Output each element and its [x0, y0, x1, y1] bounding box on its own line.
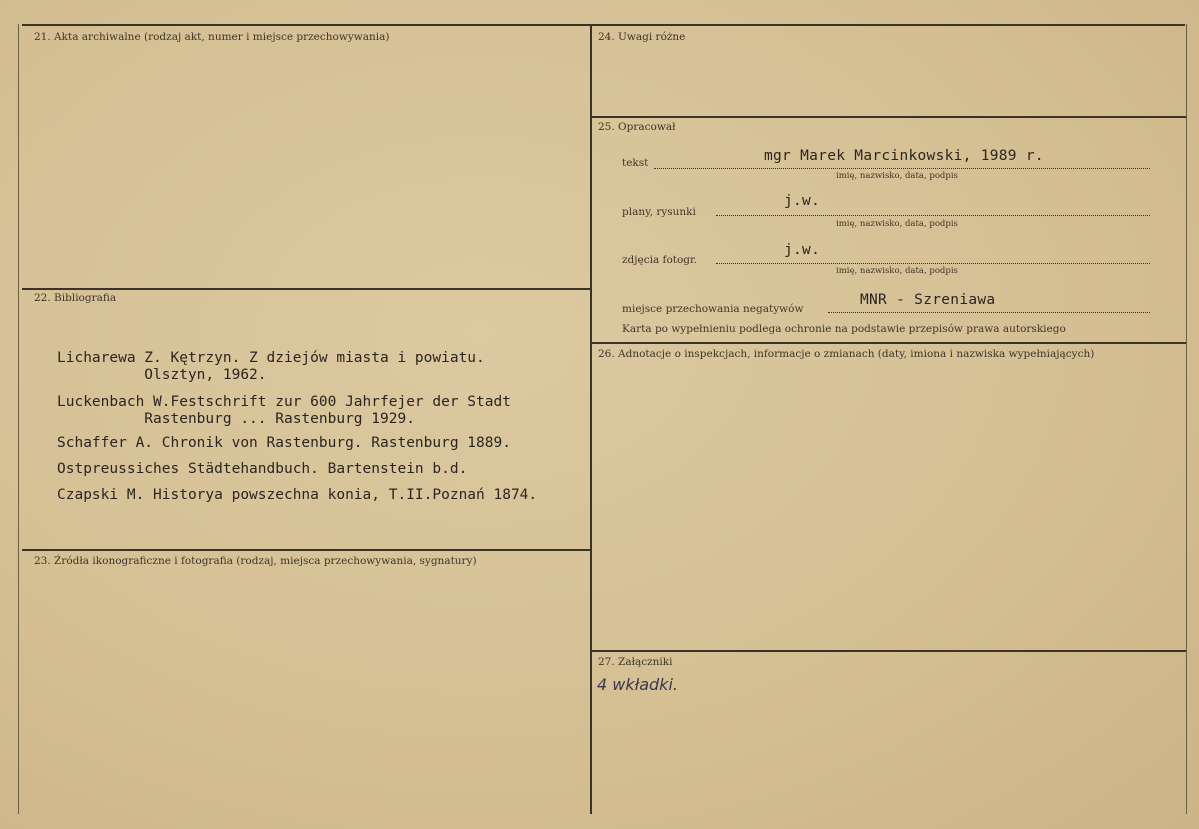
section-21-label: 21. Akta archiwalne (rodzaj akt, numer i miejsce przechowywania) [34, 31, 390, 43]
zdjecia-label: zdjęcia fotogr. [622, 254, 698, 266]
section-23-label: 23. Źródła ikonograficzne i fotografia (rodzaj, miejsca przechowywania, sygnatury) [34, 555, 477, 567]
negatywy-value: MNR - Szreniawa [860, 292, 996, 308]
bibliography-entry-5: Czapski M. Historya powszechna konia, T.II.Poznań 1874. [57, 487, 538, 503]
negatywy-label: miejsce przechowania negatywów [622, 303, 804, 315]
plany-line [716, 215, 1150, 216]
divider-26-27 [592, 650, 1186, 652]
zdjecia-caption: imię, nazwisko, data, podpis [836, 266, 958, 276]
section-24-label: 24. Uwagi różne [598, 31, 686, 43]
section-27-label: 27. Załączniki [598, 656, 673, 668]
negatywy-line [828, 312, 1150, 313]
divider-24-25 [592, 116, 1186, 118]
tekst-line [654, 168, 1150, 169]
zdjecia-line [716, 263, 1150, 264]
tekst-value: mgr Marek Marcinkowski, 1989 r. [764, 148, 1044, 164]
tekst-label: tekst [622, 157, 649, 169]
section-26-label: 26. Adnotacje o inspekcjach, informacje o zmianach (daty, imiona i nazwiska wypełniających) [598, 348, 1095, 360]
top-border [22, 24, 1185, 26]
bibliography-entry-2: Luckenbach W.Festschrift zur 600 Jahrfejer der Stadt Rastenburg ... Rastenburg 1929. [57, 394, 511, 427]
divider-22-23 [22, 549, 590, 551]
attachments-handwritten: 4 wkładki. [597, 675, 678, 694]
right-edge [1186, 24, 1187, 814]
section-22-label: 22. Bibliografia [34, 292, 117, 304]
plany-caption: imię, nazwisko, data, podpis [836, 219, 958, 229]
plany-value: j.w. [784, 193, 821, 209]
divider-21-22 [22, 288, 590, 290]
copyright-note: Karta po wypełnieniu podlega ochronie na podstawie przepisów prawa autorskiego [622, 323, 1066, 335]
bibliography-entry-1: Licharewa Z. Kętrzyn. Z dziejów miasta i powiatu. Olsztyn, 1962. [57, 350, 485, 383]
bibliography-entry-4: Ostpreussiches Städtehandbuch. Bartenstein b.d. [57, 461, 468, 477]
plany-label: plany, rysunki [622, 206, 696, 218]
center-divider [590, 24, 592, 814]
bibliography-entry-3: Schaffer A. Chronik von Rastenburg. Rastenburg 1889. [57, 435, 511, 451]
zdjecia-value: j.w. [784, 242, 821, 258]
section-25-label: 25. Opracował [598, 121, 676, 133]
divider-25-26 [592, 342, 1186, 344]
left-edge [18, 24, 19, 814]
tekst-caption: imię, nazwisko, data, podpis [836, 171, 958, 181]
